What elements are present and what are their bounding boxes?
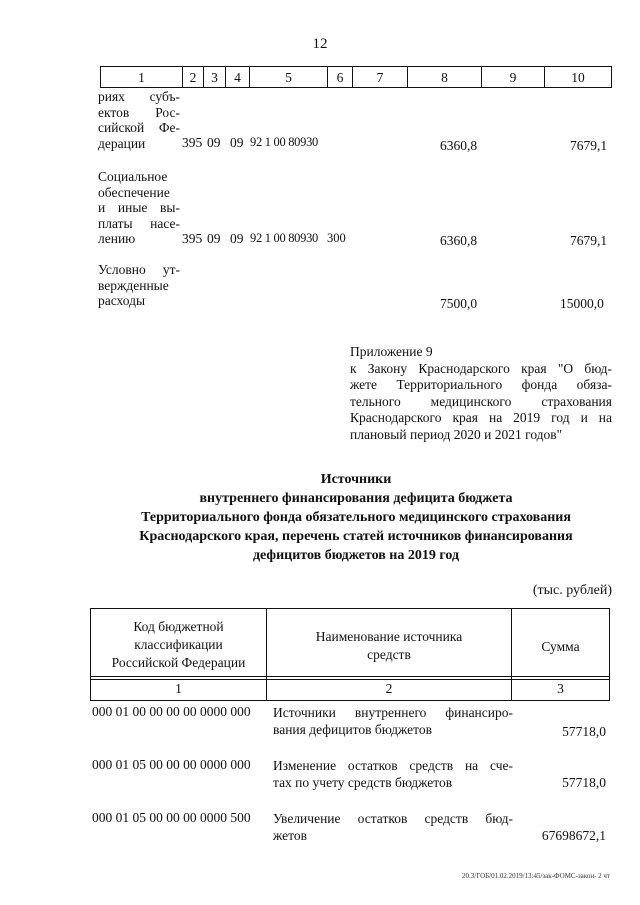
- source-name: Увеличение остатков средств бюд- жетов: [273, 811, 513, 843]
- header-source-name: Наименование источника средств: [315, 629, 463, 662]
- amount-2021: 7679,1: [570, 233, 608, 248]
- source-sum: 57718,0: [562, 724, 606, 739]
- source-sum: 67698672,1: [541, 828, 606, 843]
- column-number: 7: [376, 70, 384, 85]
- target-article-code: 92 1 00 80930: [250, 231, 318, 245]
- column-number: 3: [557, 681, 564, 696]
- chapter-code: 395: [182, 231, 203, 246]
- column-number: 2: [189, 70, 197, 85]
- column-number: 8: [441, 70, 448, 85]
- row-label: риях субъ- ектов Рос- сийской Фе- дерации: [98, 89, 180, 151]
- column-number: 9: [509, 70, 517, 85]
- header-sum: Сумма: [541, 639, 580, 654]
- units-label: (тыс. рублей): [532, 583, 612, 598]
- section-code: 09: [207, 135, 221, 150]
- column-number: 6: [336, 70, 344, 85]
- budget-code: 000 01 05 00 00 00 0000 500: [92, 810, 251, 825]
- table-row: [0, 810, 640, 860]
- appendix-reference: Приложение 9 к Закону Краснодарского края "О бюд- жете Территориального фонда обяза- тельного медицинского страхования Краснодарского края на 2019 год и на плановый период 2020 и 2021 годов": [350, 344, 612, 442]
- subsection-code: 09: [230, 231, 244, 246]
- chapter-code: 395: [182, 135, 203, 150]
- table-row: [0, 757, 640, 807]
- section-code: 09: [207, 231, 221, 246]
- row-label: Социальное обеспечение и иные вы- платы насе- лению: [98, 169, 180, 246]
- column-number-header: [100, 66, 612, 88]
- budget-code: 000 01 05 00 00 00 0000 000: [92, 757, 251, 772]
- document-title: Источники внутреннего финансирования дефицита бюджета Территориального фонда обязательного медицинского страхования Краснодарского края, перечень статей источников финансирования дефицитов бюджетов на 2019 год: [139, 472, 573, 563]
- amount-2019: 6360,8: [440, 138, 478, 153]
- target-article-code: 92 1 00 80930: [250, 135, 318, 149]
- appendix-title: Приложение 9: [350, 344, 433, 359]
- source-name: Источники внутреннего финансиро- вания дефицитов бюджетов: [273, 705, 513, 737]
- sources-table-header: [90, 608, 610, 701]
- page-number: 12: [312, 36, 328, 52]
- budget-code: 000 01 00 00 00 00 0000 000: [92, 704, 251, 719]
- subsection-code: 09: [230, 135, 244, 150]
- footer-stamp: 20.3/ГОБ/01.02.2019/13:45/зак-ФОМС-закон- 2 чт: [462, 872, 610, 880]
- source-sum: 57718,0: [562, 775, 606, 790]
- row-label: Условно ут- вержденные расходы: [98, 262, 180, 308]
- amount-2019: 7500,0: [440, 296, 478, 311]
- amount-2019: 6360,8: [440, 233, 478, 248]
- column-number: 5: [285, 70, 292, 85]
- expense-type-code: 300: [327, 231, 346, 245]
- column-number: 2: [385, 681, 393, 696]
- column-number: 3: [211, 70, 218, 85]
- amount-2021: 7679,1: [570, 138, 608, 153]
- source-name: Изменение остатков средств на сче- тах по учету средств бюджетов: [273, 758, 513, 790]
- column-number: 1: [138, 70, 145, 85]
- amount-2021: 15000,0: [560, 296, 604, 311]
- table-row: [0, 702, 640, 752]
- header-code: Код бюджетной классификации Российской Федерации: [111, 619, 246, 670]
- column-number: 1: [175, 681, 182, 696]
- column-number: 4: [234, 70, 241, 85]
- column-number: 10: [571, 70, 585, 85]
